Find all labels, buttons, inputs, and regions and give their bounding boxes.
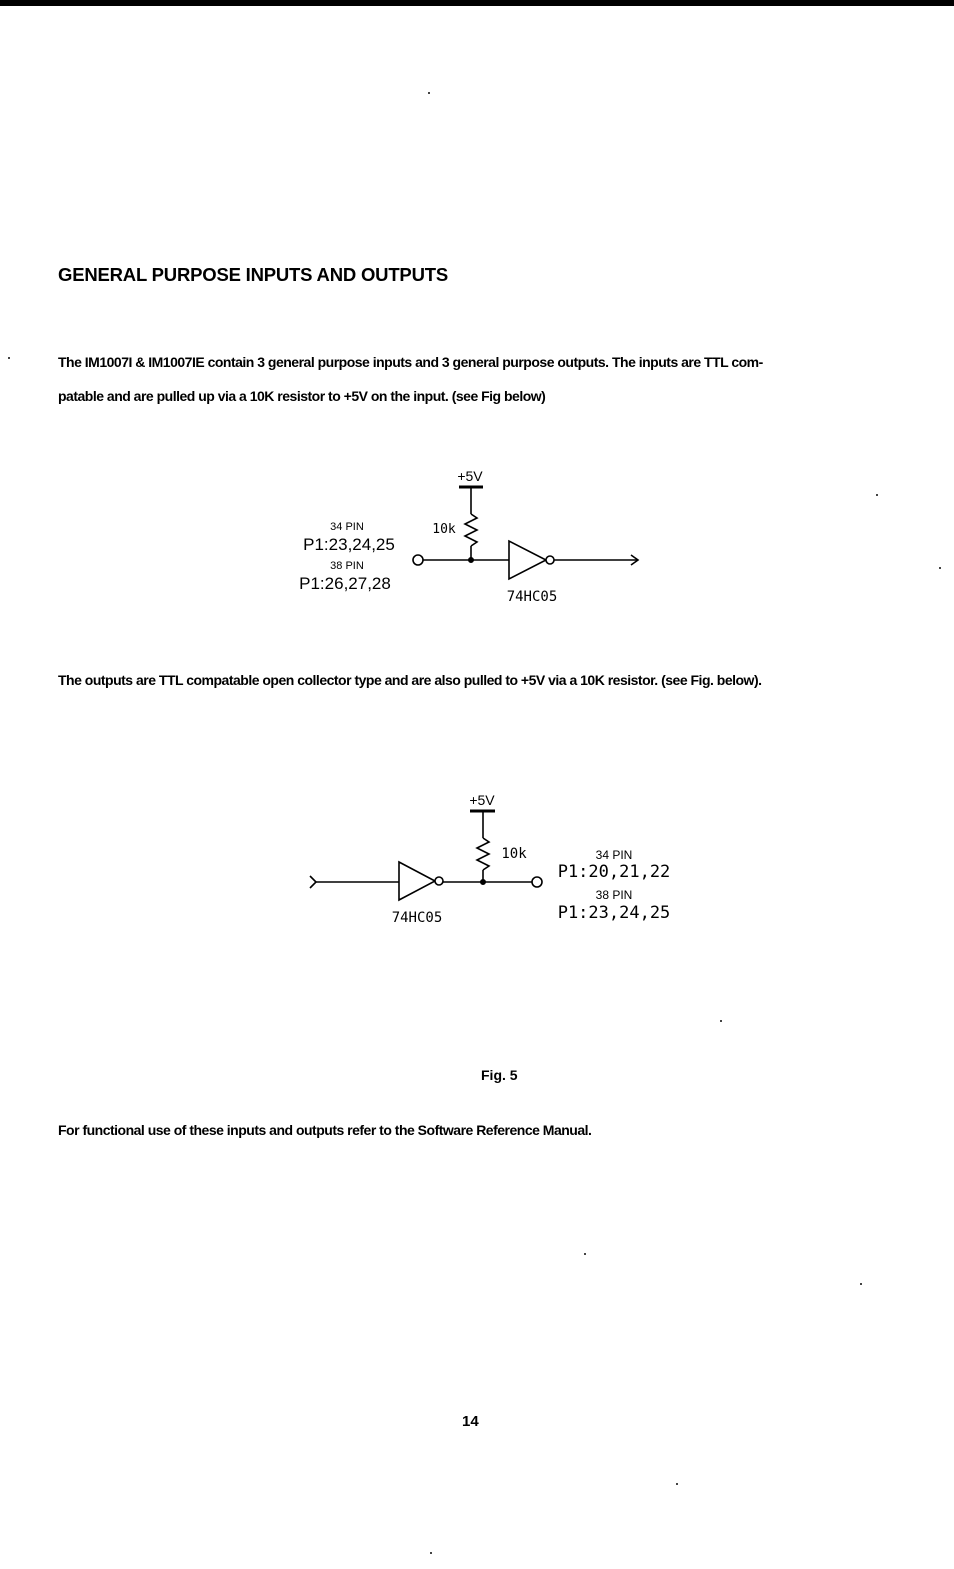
intro-paragraph-line-2: patable and are pulled up via a 10K resistor to +5V on the input. (see Fig below) <box>58 388 546 404</box>
scan-speck <box>860 1283 862 1285</box>
output-34pin-numbers: P1:20,21,22 <box>557 862 671 882</box>
scan-speck <box>584 1253 586 1255</box>
input-junction-dot <box>469 558 473 562</box>
input-38pin-numbers: P1:26,27,28 <box>299 574 391 593</box>
input-pin-terminal <box>413 555 423 565</box>
output-gate-inversion-bubble <box>435 877 443 885</box>
scan-speck <box>676 1483 678 1485</box>
output-supply-label: +5V <box>469 792 495 808</box>
outputs-paragraph: The outputs are TTL compatable open collector type and are also pulled to +5V via a 10K resistor. (see Fig. below). <box>58 672 762 688</box>
figure-caption: Fig. 5 <box>481 1067 518 1083</box>
input-supply-label: +5V <box>457 468 483 484</box>
output-74hc05-gate-symbol <box>399 862 435 900</box>
intro-paragraph-line-1: The IM1007I & IM1007IE contain 3 general purpose inputs and 3 general purpose outputs. The inputs are TTL com- <box>58 354 763 370</box>
scan-speck <box>430 1552 432 1554</box>
scan-speck <box>8 357 10 359</box>
input-pullup-resistor-symbol <box>465 514 477 546</box>
reference-paragraph: For functional use of these inputs and outputs refer to the Software Reference Manual. <box>58 1122 592 1138</box>
output-junction-dot <box>481 880 485 884</box>
scan-speck <box>720 1020 722 1022</box>
output-signal-arrow <box>310 876 316 888</box>
scan-speck <box>939 567 941 569</box>
output-gate-label: 74HC05 <box>391 910 443 926</box>
scan-speck <box>876 494 878 496</box>
output-38pin-numbers: P1:23,24,25 <box>557 903 671 923</box>
output-pin-terminal <box>532 877 542 887</box>
output-38pin-label: 38 PIN <box>595 888 633 902</box>
section-heading: GENERAL PURPOSE INPUTS AND OUTPUTS <box>58 264 448 285</box>
output-resistor-label: 10k <box>501 846 527 862</box>
input-74hc05-gate-symbol <box>509 541 546 579</box>
input-34pin-numbers: P1:23,24,25 <box>303 535 395 554</box>
page-number: 14 <box>462 1413 479 1430</box>
output-34pin-label: 34 PIN <box>595 848 633 862</box>
input-34pin-label: 34 PIN <box>330 521 364 533</box>
input-38pin-label: 38 PIN <box>330 560 364 572</box>
input-gate-label: 74HC05 <box>506 589 558 605</box>
input-resistor-label: 10k <box>432 522 456 537</box>
scan-speck <box>428 92 430 94</box>
input-gate-inversion-bubble <box>546 556 554 564</box>
output-pullup-resistor-symbol <box>477 838 489 870</box>
